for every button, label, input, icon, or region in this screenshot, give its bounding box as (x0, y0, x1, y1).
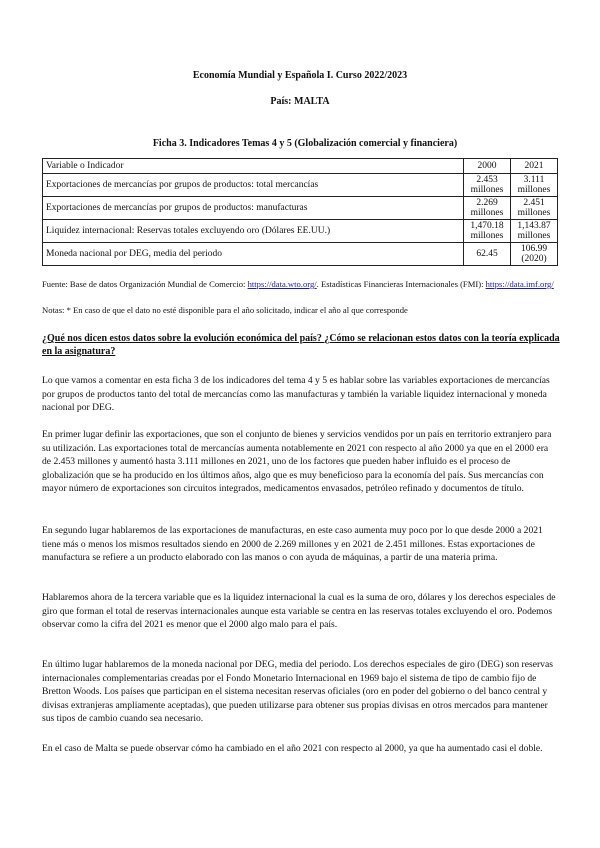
value-2021: 2.451 millones (511, 197, 558, 220)
table-header-row (43, 159, 558, 174)
paragraph-intro (42, 374, 558, 415)
paragraph-text: En el caso de Malta se puede observar cómo ha cambiado en el año 2021 con respecto al 2000, ya que ha aumentado casi el doble. (42, 743, 543, 754)
imf-link[interactable]: https://data.imf.org/ (485, 279, 554, 289)
value-2000: 1,470.18 millones (464, 220, 511, 243)
indicator-label: Exportaciones de mercancías por grupos de productos: total mercancías (43, 174, 464, 197)
value-2021: 3.111 millones (511, 174, 558, 197)
paragraph-text: En segundo lugar hablaremos de las exportaciones de manufacturas, en este caso aumenta muy poco por lo que desde 2000 a 2021 tiene más o menos los mismos resultados siendo en 2000 de 2.269 millones y en 2021 de 2.451 millones. Estas exportaciones de manufactura se refiere a un producto elaborado con las manos o con ayuda de máquinas, a partir de una materia prima. (42, 525, 543, 564)
value-2021: 1,143.87 millones (511, 220, 558, 243)
value-2000: 2.453 millones (464, 174, 511, 197)
value-2021: 106.99 (2020) (511, 243, 558, 266)
sheet-title: Ficha 3. Indicadores Temas 4 y 5 (Globalización comercial y financiera) (152, 138, 458, 149)
paragraph-malta-case (42, 742, 558, 756)
source-prefix: Fuente: Base de datos Organización Mundial de Comercio: (42, 279, 246, 289)
source-note (42, 279, 562, 290)
paragraph-manufactures (42, 524, 558, 565)
notes-line: Notas: * En caso de que el dato no esté disponible para el año solicitado, indicar el año al que corresponde (42, 305, 408, 315)
table-row (43, 243, 558, 266)
paragraph-text: Hablaremos ahora de la tercera variable que es la liquidez internacional la cual es la suma de oro, dólares y los derechos especiales de giro que forman el total de reservas internacionales aunque esta variable se centra en las reservas totales excluyendo el oro. Podemos observar como la cifra del 2021 es menor que el 2000 algo malo para el país. (42, 592, 556, 631)
header-year-2000-cell: 2000 (464, 159, 511, 174)
indicator-label: Exportaciones de mercancías por grupos de productos: manufacturas (43, 197, 464, 220)
paragraph-sdr (42, 658, 558, 726)
indicators-table (42, 158, 558, 266)
country-label: País: MALTA (270, 96, 330, 107)
value-2000: 62.45 (464, 243, 511, 266)
source-middle: . Estadísticas Financieras Internacionales (FMI): (316, 279, 484, 289)
paragraph-exports (42, 428, 558, 496)
table-row (43, 220, 558, 243)
document-title: Economía Mundial y Española I. Curso 2022/2023 (192, 70, 408, 81)
question-heading: ¿Qué nos dicen estos datos sobre la evolución económica del país? ¿Cómo se relacionan estos datos con la teoría explicada en la asignatura? (42, 333, 560, 357)
table-row (43, 174, 558, 197)
paragraph-text: En último lugar hablaremos de la moneda nacional por DEG, media del periodo. Los derechos especiales de giro (DEG) son reservas internacionales complementarias creadas por el Fondo Monetario Internacional en 1969 bajo el sistema de tipo de cambio fijo de Bretton Woods. Los países que participan en el sistema necesitan reservas oficiales (oro en poder del gobierno o del banco central y divisas extranjeras ampliamente aceptadas), que pueden utilizarse para obtener sus propias divisas en otros mercados para mantener sus tipos de cambio cuando sea necesario. (42, 659, 553, 725)
indicator-label: Moneda nacional por DEG, media del periodo (43, 243, 464, 266)
value-2000: 2.269 millones (464, 197, 511, 220)
paragraph-liquidity (42, 591, 558, 632)
paragraph-text: Lo que vamos a comentar en esta ficha 3 de los indicadores del tema 4 y 5 es hablar sobre las variables exportaciones de mercancías por grupos de productos tanto del total de mercancías como las manufacturas y también la variable liquidez internacional y moneda nacional por DEG. (42, 375, 550, 414)
indicator-label: Liquidez internacional: Reservas totales excluyendo oro (Dólares EE.UU.) (43, 220, 464, 243)
header-indicator-cell: Variable o Indicador (43, 159, 464, 174)
paragraph-text: En primer lugar definir las exportaciones, que son el conjunto de bienes y servicios vendidos por un país en territorio extranjero para su utilización. Las exportaciones total de mercancías aumenta notablemente en 2021 con respecto al año 2000 ya que en el 2000 era de 2.453 millones y aumentó hasta 3.111 millones en 2021, uno de los factores que pueden haber influido es el proceso de globalización que se ha producido en los últimos años, algo que es muy beneficioso para la economía del país. Sus mercancías con mayor número de exportaciones son circuitos integrados, medicamentos envasados, petróleo refinado y documentos de título. (42, 429, 552, 495)
header-year-2021-cell: 2021 (511, 159, 558, 174)
table-row (43, 197, 558, 220)
wto-link[interactable]: https://data.wto.org/ (247, 279, 317, 289)
